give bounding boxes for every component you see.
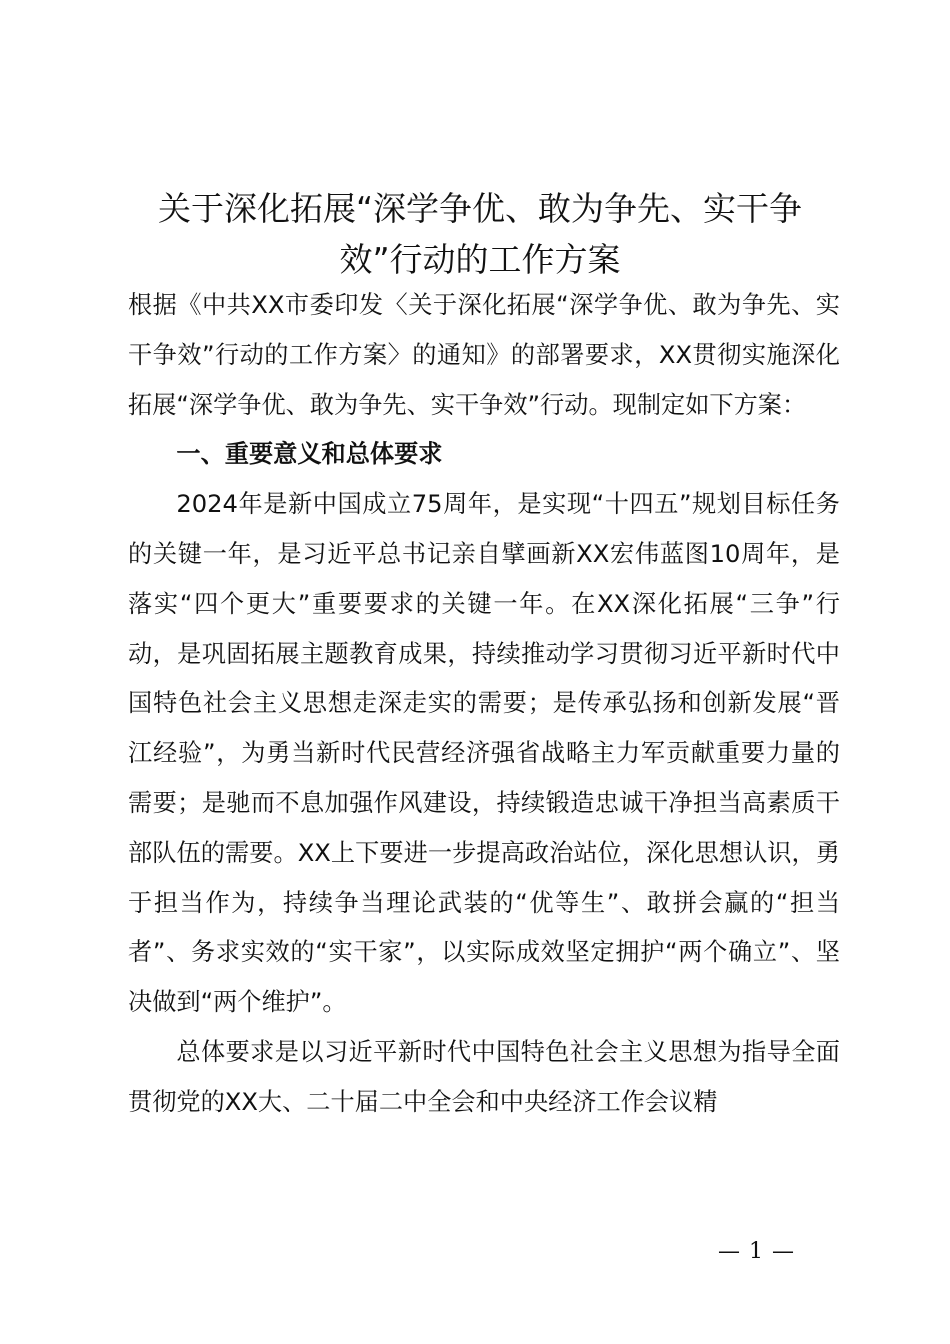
body-paragraph-1: 2024年是新中国成立75周年，是实现“十四五”规划目标任务的关键一年，是习近平总书记亲自擘画新XX宏伟蓝图10周年，是落实“四个更大”重要要求的关键一年。在XX深化拓展“三争”行动，是巩固拓展主题教育成果，持续推动学习贯彻习近平新时代中国特色社会主义思想走深走实的需要；是传承弘扬和创新发展“晋江经验”，为勇当新时代民营经济强省战略主力军贡献重要力量的需要；是驰而不息加强作风建设，持续锻造忠诚干净担当高素质干部队伍的需要。XX上下要进一步提高政治站位，深化思想认识，勇于担当作为，持续争当理论武装的“优等生”、敢拼会赢的“担当者”、务求实效的“实干家”，以实际成效坚定拥护“两个确立”、坚决做到“两个维护”。 xyxy=(128,490,841,1017)
body-paragraph-2: 总体要求是以习近平新时代中国特色社会主义思想为指导全面贯彻党的XX大、二十届二中全会和中央经济工作会议精 xyxy=(128,1037,840,1116)
section-heading-1: 一、重要意义和总体要求 xyxy=(176,440,443,469)
document-body xyxy=(128,281,840,1128)
page-number: — 1 — xyxy=(718,1239,795,1264)
document-title xyxy=(128,183,832,285)
intro-paragraph: 根据《中共XX市委印发〈关于深化拓展“深学争优、敢为争先、实干争效”行动的工作方案〉的通知》的部署要求，XX贯彻实施深化拓展“深学争优、敢为争先、实干争效”行动。现制定如下方案： xyxy=(128,291,840,419)
title-line-1: 关于深化拓展“深学争优、敢为争先、实干争 xyxy=(157,189,803,228)
title-line-2: 效”行动的工作方案 xyxy=(339,240,621,279)
